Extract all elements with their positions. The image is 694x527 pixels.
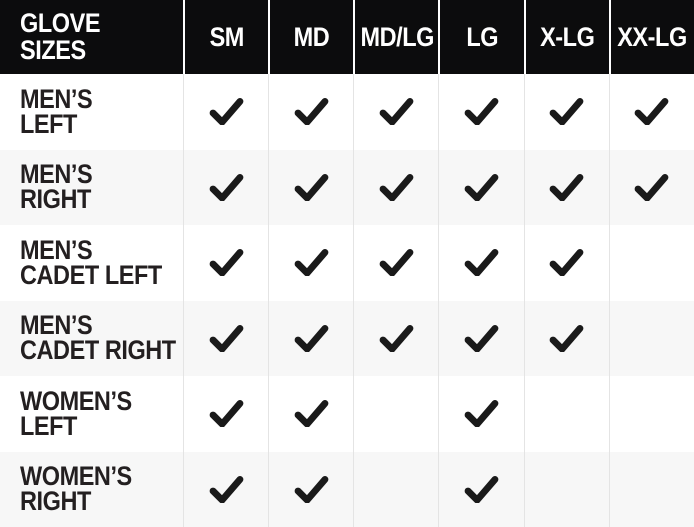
cell-mens-cadet-left-lg bbox=[438, 225, 523, 301]
check-icon bbox=[464, 249, 499, 276]
check-icon bbox=[209, 98, 244, 125]
cell-mens-cadet-right-lg bbox=[438, 301, 523, 377]
label-line: MEN’S bbox=[20, 234, 93, 265]
check-icon bbox=[379, 325, 414, 352]
check-icon bbox=[294, 400, 329, 427]
check-icon bbox=[464, 400, 499, 427]
table-row-mens-right bbox=[0, 150, 694, 226]
column-header-label: SM bbox=[209, 21, 244, 52]
label-line: LEFT bbox=[20, 410, 77, 441]
cell-womens-left-lg bbox=[438, 376, 523, 452]
check-icon bbox=[634, 98, 669, 125]
cell-mens-right-md bbox=[268, 150, 353, 226]
check-icon bbox=[634, 174, 669, 201]
check-icon bbox=[549, 249, 584, 276]
table-row-womens-left bbox=[0, 376, 694, 452]
check-icon bbox=[294, 249, 329, 276]
cell-mens-left-md bbox=[268, 74, 353, 150]
label-line: LEFT bbox=[20, 108, 77, 139]
cell-mens-cadet-right-md-lg bbox=[353, 301, 438, 377]
cell-mens-right-md-lg bbox=[353, 150, 438, 226]
check-icon bbox=[379, 98, 414, 125]
cell-mens-cadet-right-x-lg bbox=[524, 301, 609, 377]
table-row-womens-right bbox=[0, 452, 694, 527]
table-header-row bbox=[0, 0, 694, 74]
cell-mens-cadet-left-xx-lg bbox=[609, 225, 694, 301]
cell-mens-left-x-lg bbox=[524, 74, 609, 150]
check-icon bbox=[209, 249, 244, 276]
label-line: RIGHT bbox=[20, 184, 91, 215]
label-line: CADET RIGHT bbox=[20, 335, 176, 366]
row-label bbox=[0, 225, 183, 301]
check-icon bbox=[209, 476, 244, 503]
check-icon bbox=[379, 174, 414, 201]
check-icon bbox=[464, 325, 499, 352]
check-icon bbox=[549, 174, 584, 201]
table-row-mens-left bbox=[0, 74, 694, 150]
cell-mens-cadet-right-xx-lg bbox=[609, 301, 694, 377]
check-icon bbox=[379, 249, 414, 276]
cell-womens-right-x-lg bbox=[524, 452, 609, 527]
cell-womens-right-md-lg bbox=[353, 452, 438, 527]
table-row-mens-cadet-right bbox=[0, 301, 694, 377]
check-icon bbox=[209, 400, 244, 427]
column-header-label: XX-LG bbox=[617, 21, 688, 52]
cell-mens-left-lg bbox=[438, 74, 523, 150]
cell-mens-right-lg bbox=[438, 150, 523, 226]
header-cell-sm bbox=[183, 0, 268, 74]
row-label bbox=[0, 376, 183, 452]
check-icon bbox=[464, 476, 499, 503]
row-label bbox=[0, 301, 183, 377]
column-header-label: LG bbox=[466, 21, 498, 52]
check-icon bbox=[209, 325, 244, 352]
cell-womens-right-xx-lg bbox=[609, 452, 694, 527]
header-cell-lg bbox=[438, 0, 523, 74]
header-cell-md bbox=[268, 0, 353, 74]
check-icon bbox=[549, 98, 584, 125]
row-label bbox=[0, 150, 183, 226]
cell-womens-left-x-lg bbox=[524, 376, 609, 452]
header-cell-md-lg bbox=[353, 0, 438, 74]
cell-mens-right-sm bbox=[183, 150, 268, 226]
header-cell-xx-lg bbox=[609, 0, 694, 74]
header-cell-glove-sizes bbox=[0, 0, 183, 74]
label-line: RIGHT bbox=[20, 486, 91, 517]
column-header-label: X-LG bbox=[540, 21, 595, 52]
check-icon bbox=[464, 174, 499, 201]
label-line: WOMEN’S bbox=[20, 461, 132, 492]
label-line: WOMEN’S bbox=[20, 385, 132, 416]
cell-mens-right-x-lg bbox=[524, 150, 609, 226]
label-line: MEN’S bbox=[20, 83, 93, 114]
cell-mens-cadet-right-md bbox=[268, 301, 353, 377]
check-icon bbox=[294, 476, 329, 503]
cell-womens-right-sm bbox=[183, 452, 268, 527]
cell-mens-left-sm bbox=[183, 74, 268, 150]
cell-womens-left-xx-lg bbox=[609, 376, 694, 452]
cell-mens-right-xx-lg bbox=[609, 150, 694, 226]
label-line: CADET LEFT bbox=[20, 259, 162, 290]
check-icon bbox=[294, 174, 329, 201]
cell-mens-left-xx-lg bbox=[609, 74, 694, 150]
check-icon bbox=[549, 325, 584, 352]
table-row-mens-cadet-left bbox=[0, 225, 694, 301]
cell-womens-right-md bbox=[268, 452, 353, 527]
row-label bbox=[0, 452, 183, 527]
check-icon bbox=[294, 98, 329, 125]
check-icon bbox=[294, 325, 329, 352]
row-label bbox=[0, 74, 183, 150]
check-icon bbox=[209, 174, 244, 201]
header-cell-x-lg bbox=[524, 0, 609, 74]
cell-mens-cadet-left-sm bbox=[183, 225, 268, 301]
label-line: GLOVE bbox=[20, 8, 101, 38]
column-header-label: MD bbox=[293, 21, 330, 52]
label-line: MEN’S bbox=[20, 159, 93, 190]
cell-womens-left-md bbox=[268, 376, 353, 452]
cell-mens-cadet-left-x-lg bbox=[524, 225, 609, 301]
cell-womens-left-md-lg bbox=[353, 376, 438, 452]
label-line: MEN’S bbox=[20, 310, 93, 341]
cell-womens-left-sm bbox=[183, 376, 268, 452]
cell-mens-cadet-left-md bbox=[268, 225, 353, 301]
cell-womens-right-lg bbox=[438, 452, 523, 527]
cell-mens-left-md-lg bbox=[353, 74, 438, 150]
label-line: SIZES bbox=[20, 35, 86, 65]
cell-mens-cadet-left-md-lg bbox=[353, 225, 438, 301]
check-icon bbox=[464, 98, 499, 125]
column-header-label: MD/LG bbox=[360, 21, 434, 52]
cell-mens-cadet-right-sm bbox=[183, 301, 268, 377]
